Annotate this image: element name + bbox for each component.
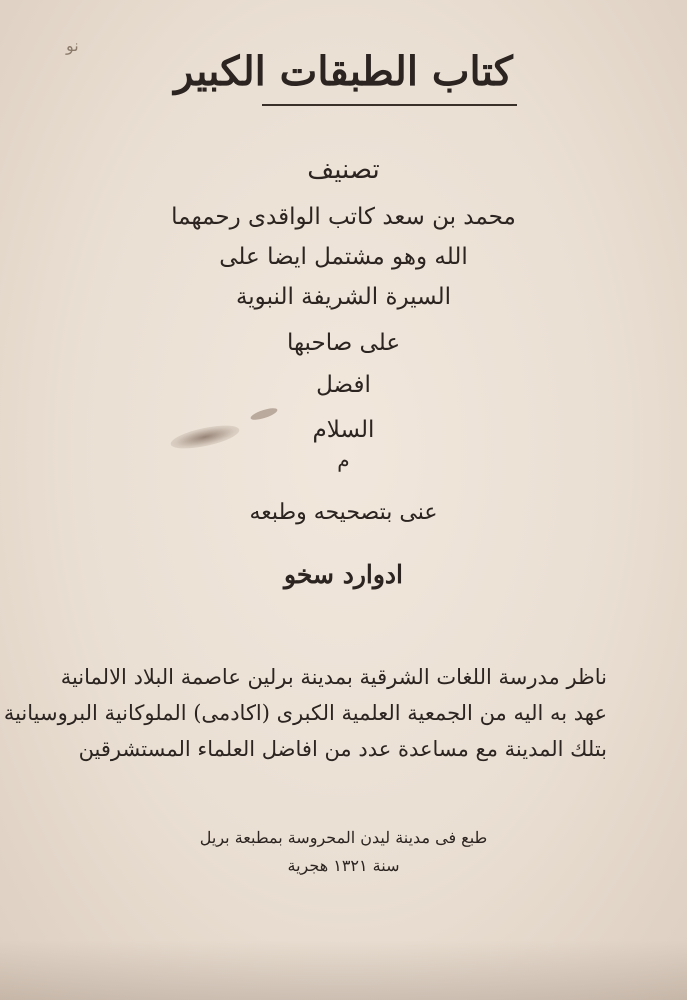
page-shadow: [0, 940, 687, 1000]
editor-description-line-1: ناظر مدرسة اللغات الشرقية بمدينة برلين عاصمة البلاد الالمانية: [60, 665, 607, 689]
corner-pencil-mark: ﻧﻮ: [66, 36, 79, 55]
subtitle-line-5: السلام: [312, 417, 375, 443]
subtitle-line-4: افضل: [316, 372, 371, 398]
editor-description-line-2: عهد به اليه من الجمعية العلمية الكبرى (اكادمى) الملوكانية البروسيانية: [3, 701, 607, 725]
editor-description-line-3: بتلك المدينة مع مساعدة عدد من افاضل العلماء المستشرقين: [78, 737, 607, 761]
imprint-place: طبع فى مدينة ليدن المحروسة بمطبعة بريل: [199, 828, 488, 847]
subtitle-line-2: السيرة الشريفة النبوية: [235, 284, 452, 310]
subtitle-line-3: على صاحبها: [286, 330, 401, 356]
subtitle-line-1: الله وهو مشتمل ايضا على: [219, 244, 468, 270]
title-underline: [262, 104, 517, 106]
editor-heading: عنى بتصحيحه وطبعه: [249, 500, 438, 525]
book-title: كتاب الطبقات الكبير: [174, 48, 513, 95]
author-heading: تصنيف: [307, 155, 380, 185]
editor-name: ادوارد سخو: [283, 560, 403, 589]
subtitle-line-6: م: [337, 448, 350, 472]
imprint-year: سنة ١٣٢١ هجرية: [287, 856, 400, 875]
author-line: محمد بن سعد كاتب الواقدى رحمهما: [171, 204, 516, 230]
